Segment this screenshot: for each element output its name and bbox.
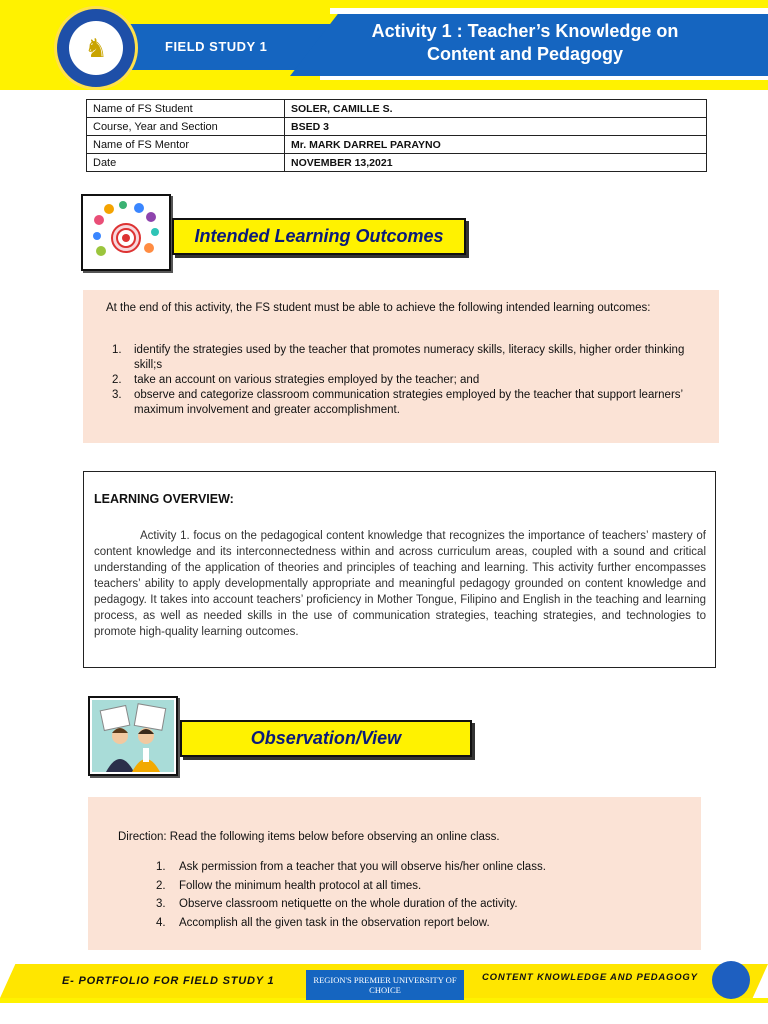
row-label: Name of FS Student: [87, 100, 285, 118]
table-row: [87, 100, 707, 118]
list-item-text: Ask permission from a teacher that you will observe his/her online class.: [179, 861, 546, 873]
table-row: [87, 154, 707, 172]
footer-left-text: E- PORTFOLIO FOR FIELD STUDY 1: [62, 975, 275, 987]
teachers-observation-icon: [88, 696, 178, 776]
row-value: BSED 3: [285, 118, 707, 136]
teachers-illustration: [92, 700, 174, 772]
header-stripe: [330, 8, 768, 14]
list-item-text: Follow the minimum health protocol at all times.: [179, 879, 422, 892]
overview-body: Activity 1. focus on the pedagogical content knowledge that recognizes the importance of teachers’ mastery of content knowledge and its interconnectedness within and across curriculum areas, coupled with a sound and critical understanding of the application of theories and principles of teaching and learning. This activity further encompasses teachers’ ability to apply developmentally appropriate and meaningful pedagogy grounded on content knowledge and pedagogy. It takes into account teachers’ proficiency in Mother Tongue, Filipino and English in the teaching and learning process, as well as needed skills in the use of communication strategies, teaching strategies, and technologies to promote high-quality learning outcomes.: [94, 530, 706, 638]
university-seal-logo: [54, 6, 138, 90]
outcomes-list: [108, 343, 703, 418]
list-item-text: identify the strategies used by the teacher that promotes numeracy skills, literacy skills, higher order thinking skill;s: [134, 344, 685, 371]
table-row: [87, 136, 707, 154]
outcomes-intro: At the end of this activity, the FS student must be able to achieve the following intended learning outcomes:: [106, 302, 651, 314]
table-row: [87, 118, 707, 136]
student-info-table: [86, 99, 707, 172]
list-item: 2. take an account on various strategies employed by the teacher; and: [112, 374, 480, 386]
page-title-line2: Content and Pedagogy: [426, 44, 623, 64]
list-item-text: take an account on various strategies employed by the teacher; and: [134, 374, 480, 386]
row-label: Date: [87, 154, 285, 172]
row-value: NOVEMBER 13,2021: [285, 154, 707, 172]
list-item-text: Accomplish all the given task in the observation report below.: [179, 916, 490, 929]
direction-text: Direction: Read the following items below before observing an online class.: [118, 831, 500, 843]
target-illustration: [87, 200, 165, 266]
row-label: Name of FS Mentor: [87, 136, 285, 154]
list-item: 2. Follow the minimum health protocol at all times.: [156, 879, 422, 892]
learning-outcomes-target-icon: [81, 194, 171, 271]
header-stripe-lower: [320, 76, 768, 80]
section-heading-observation: Observation/View: [180, 720, 472, 757]
footer-circle-icon: [712, 961, 750, 999]
directions-list: [152, 858, 692, 932]
page-title-line1: Activity 1 : Teacher’s Knowledge on: [371, 21, 679, 41]
footer-right-text: CONTENT KNOWLEDGE AND PEDAGOGY: [482, 972, 698, 983]
page-title: [340, 20, 710, 66]
list-item: 3. observe and categorize classroom communication strategies employed by the teacher that support learners’ maximum involvement and greater accomplishment.: [112, 389, 683, 416]
footer-tagline: REGION'S PREMIER UNIVERSITY OF CHOICE: [306, 970, 464, 1000]
section-heading-outcomes: Intended Learning Outcomes: [172, 218, 466, 255]
list-item-text: Observe classroom netiquette on the whole duration of the activity.: [179, 898, 518, 910]
list-item: 1. Ask permission from a teacher that you will observe his/her online class.: [156, 861, 546, 873]
list-item: 3. Observe classroom netiquette on the whole duration of the activity.: [156, 898, 518, 910]
list-item: 4. Accomplish all the given task in the observation report below.: [156, 916, 490, 929]
row-label: Course, Year and Section: [87, 118, 285, 136]
list-item: 1. identify the strategies used by the teacher that promotes numeracy skills, literacy skills, higher order thinking skill;s: [112, 344, 685, 371]
overview-heading: LEARNING OVERVIEW:: [94, 492, 234, 506]
row-value: SOLER, CAMILLE S.: [285, 100, 707, 118]
row-value: Mr. MARK DARREL PARAYNO: [285, 136, 707, 154]
lion-emblem-icon: ♞: [69, 21, 123, 75]
list-item-text: observe and categorize classroom communication strategies employed by the teacher that support learners’ maximum involvement and greater accomplishment.: [134, 389, 683, 416]
learning-overview-box: [83, 471, 716, 668]
program-label: FIELD STUDY 1: [165, 39, 268, 54]
